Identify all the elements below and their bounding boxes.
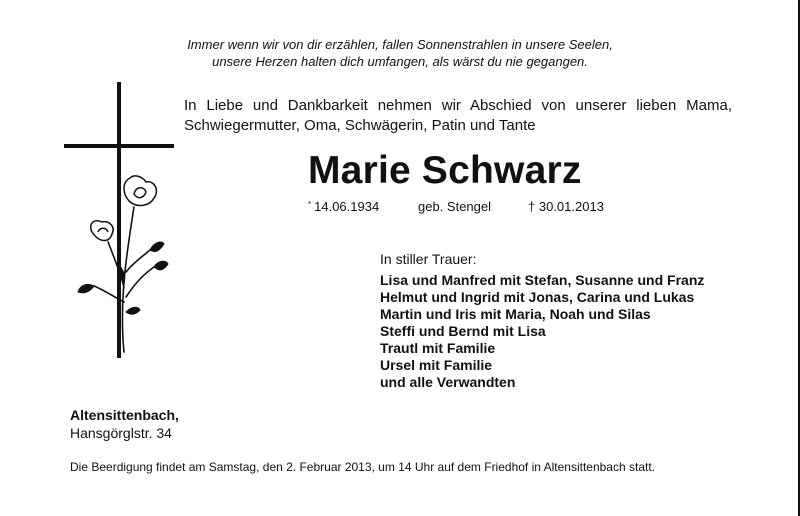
intro-text <box>184 96 732 136</box>
deceased-name: Marie Schwarz <box>308 149 582 192</box>
quote-line-1: Immer wenn wir von dir erzählen, fallen Sonnenstrahlen in unsere Seelen, <box>187 37 613 52</box>
mourners-heading: In stiller Trauer: <box>380 251 477 267</box>
intro-line-2: Schwiegermutter, Oma, Schwägerin, Patin und Tante <box>184 117 536 134</box>
mourner-line: Ursel mit Familie <box>380 357 493 373</box>
address-town: Altensittenbach, <box>70 407 179 423</box>
mourner-line: und alle Verwandten <box>380 374 516 390</box>
death-date-value: 30.01.2013 <box>538 199 604 214</box>
address-street: Hansgörglstr. 34 <box>70 425 172 441</box>
mourner-line: Helmut und Ingrid mit Jonas, Carina und Lukas <box>380 289 695 305</box>
quote-line-2: unsere Herzen halten dich umfangen, als wärst du nie gegangen. <box>212 54 588 69</box>
intro-line-1: In Liebe und Dankbarkeit nehmen wir Abschied von unserer lieben Mama, <box>184 97 732 114</box>
birth-date <box>308 199 379 214</box>
mourner-line: Lisa und Manfred mit Stefan, Susanne und Franz <box>380 272 705 288</box>
birth-date-value: 14.06.1934 <box>314 199 380 214</box>
mourner-line: Martin und Iris mit Maria, Noah und Silas <box>380 306 651 322</box>
memorial-quote <box>150 36 650 70</box>
maiden-name: geb. Stengel <box>418 199 492 214</box>
funeral-notice: Die Beerdigung findet am Samstag, den 2. Februar 2013, um 14 Uhr auf dem Friedhof in Altensittenbach statt. <box>70 460 655 474</box>
mourner-line: Steffi und Bernd mit Lisa <box>380 323 546 339</box>
family-address <box>70 406 179 442</box>
birth-symbol: * <box>308 200 312 209</box>
mourners-block <box>380 251 704 391</box>
death-symbol: † <box>528 199 536 214</box>
mourner-line: Trautl mit Familie <box>380 340 496 356</box>
death-date <box>528 199 604 214</box>
cross-with-rose-icon <box>64 82 176 362</box>
